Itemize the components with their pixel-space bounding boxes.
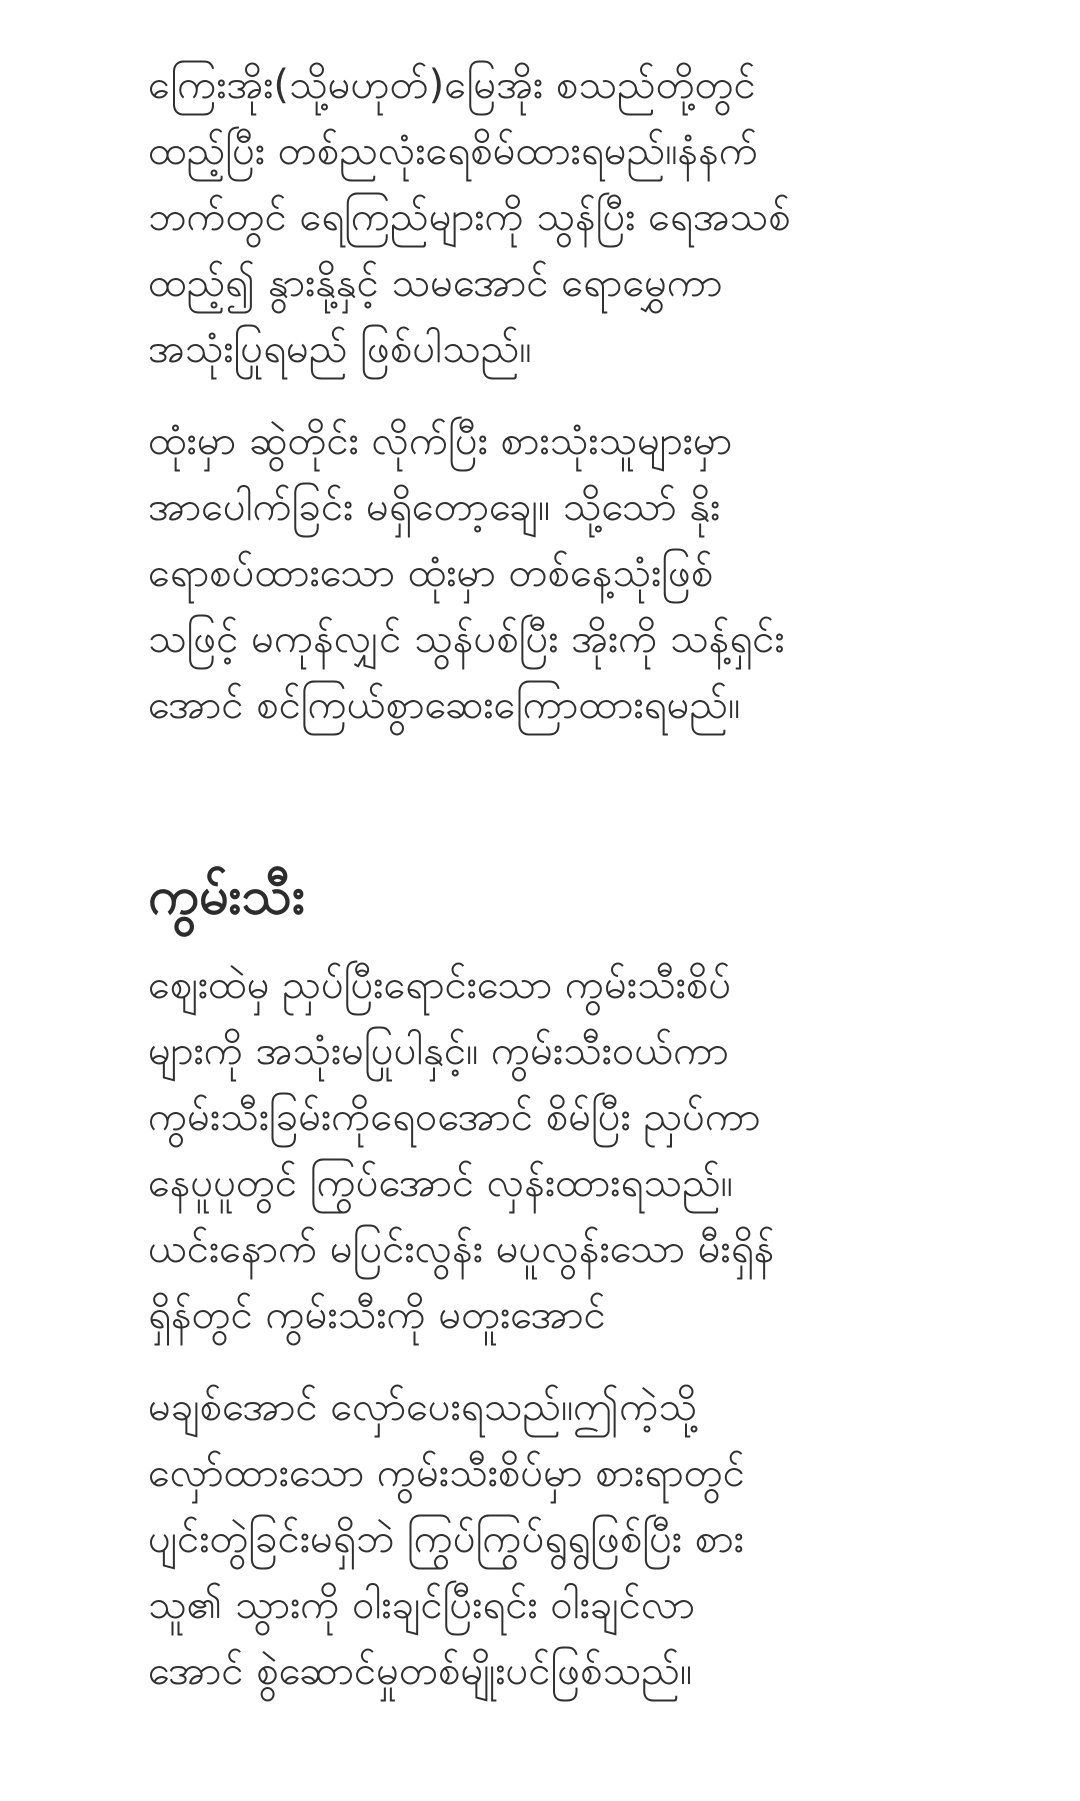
text-line: ထည့်၍ နွားနို့နှင့် သမအောင် ရောမွှေကာ (148, 260, 723, 306)
paragraph-1 (148, 52, 1028, 382)
text-line: အောင် စွဲဆောင်မှုတစ်မျိုးပင်ဖြစ်သည်။ (148, 1648, 693, 1694)
text-line: လှော်ထားသော ကွမ်းသီးစိပ်မှာ စားရာတွင် (148, 1450, 745, 1496)
text-line: အသုံးပြုရမည် ဖြစ်ပါသည်။ (148, 326, 532, 372)
section-paragraph-1 (148, 952, 1028, 1348)
text-line: အာပေါက်ခြင်း မရှိတော့ချေ။ သို့သော် နိုး (148, 484, 721, 530)
text-line: ယင်းနောက် မပြင်းလွန်း မပူလွန်းသော မီးရှိန် (148, 1226, 775, 1272)
section-paragraph-2 (148, 1374, 1028, 1704)
text-line: ကြေးအိုး(သို့မဟုတ်)မြေအိုး စသည်တို့တွင် (148, 62, 756, 108)
section-heading: ကွမ်းသီး (148, 866, 306, 926)
text-line: ကွမ်းသီးခြမ်းကိုရေဝအောင် စိမ်ပြီး ညှပ်ကာ (148, 1094, 761, 1140)
paragraph-2 (148, 408, 1028, 738)
document-page (148, 52, 1028, 1704)
text-line: ဘက်တွင် ရေကြည်များကို သွန်ပြီး ရေအသစ် (148, 194, 791, 240)
text-line: သူ၏ သွားကို ဝါးချင်ပြီးရင်း ဝါးချင်လာ (148, 1582, 695, 1628)
text-line: မချစ်အောင် လှော်ပေးရသည်။ဤကဲ့သို့ (148, 1384, 698, 1430)
text-line: ထည့်ပြီး တစ်ညလုံးရေစိမ်ထားရမည်။နံနက် (148, 128, 758, 174)
text-line: အောင် စင်ကြယ်စွာဆေးကြောထားရမည်။ (148, 682, 741, 728)
text-line: ရှိန်တွင် ကွမ်းသီးကို မတူးအောင် (148, 1292, 606, 1338)
text-line: ဈေးထဲမှ ညှပ်ပြီးရောင်းသော ကွမ်းသီးစိပ် (148, 962, 732, 1008)
text-line: နေပူပူတွင် ကြွပ်အောင် လှန်းထားရသည်။ (148, 1160, 733, 1206)
text-line: ထုံးမှာ ဆွဲတိုင်း လိုက်ပြီး စားသုံးသူများမှာ (148, 418, 733, 464)
text-line: ရောစပ်ထားသော ထုံးမှာ တစ်နေ့သုံးဖြစ် (148, 550, 714, 596)
text-line: ပျင်းတွဲခြင်းမရှိဘဲ ကြွပ်ကြွပ်ရွရွဖြစ်ပြီး စား (148, 1516, 744, 1562)
text-line: သဖြင့် မကုန်လျှင် သွန်ပစ်ပြီး အိုးကို သန့်ရှင်း (148, 616, 785, 662)
text-line: များကို အသုံးမပြုပါနှင့်။ ကွမ်းသီးဝယ်ကာ (148, 1028, 729, 1074)
